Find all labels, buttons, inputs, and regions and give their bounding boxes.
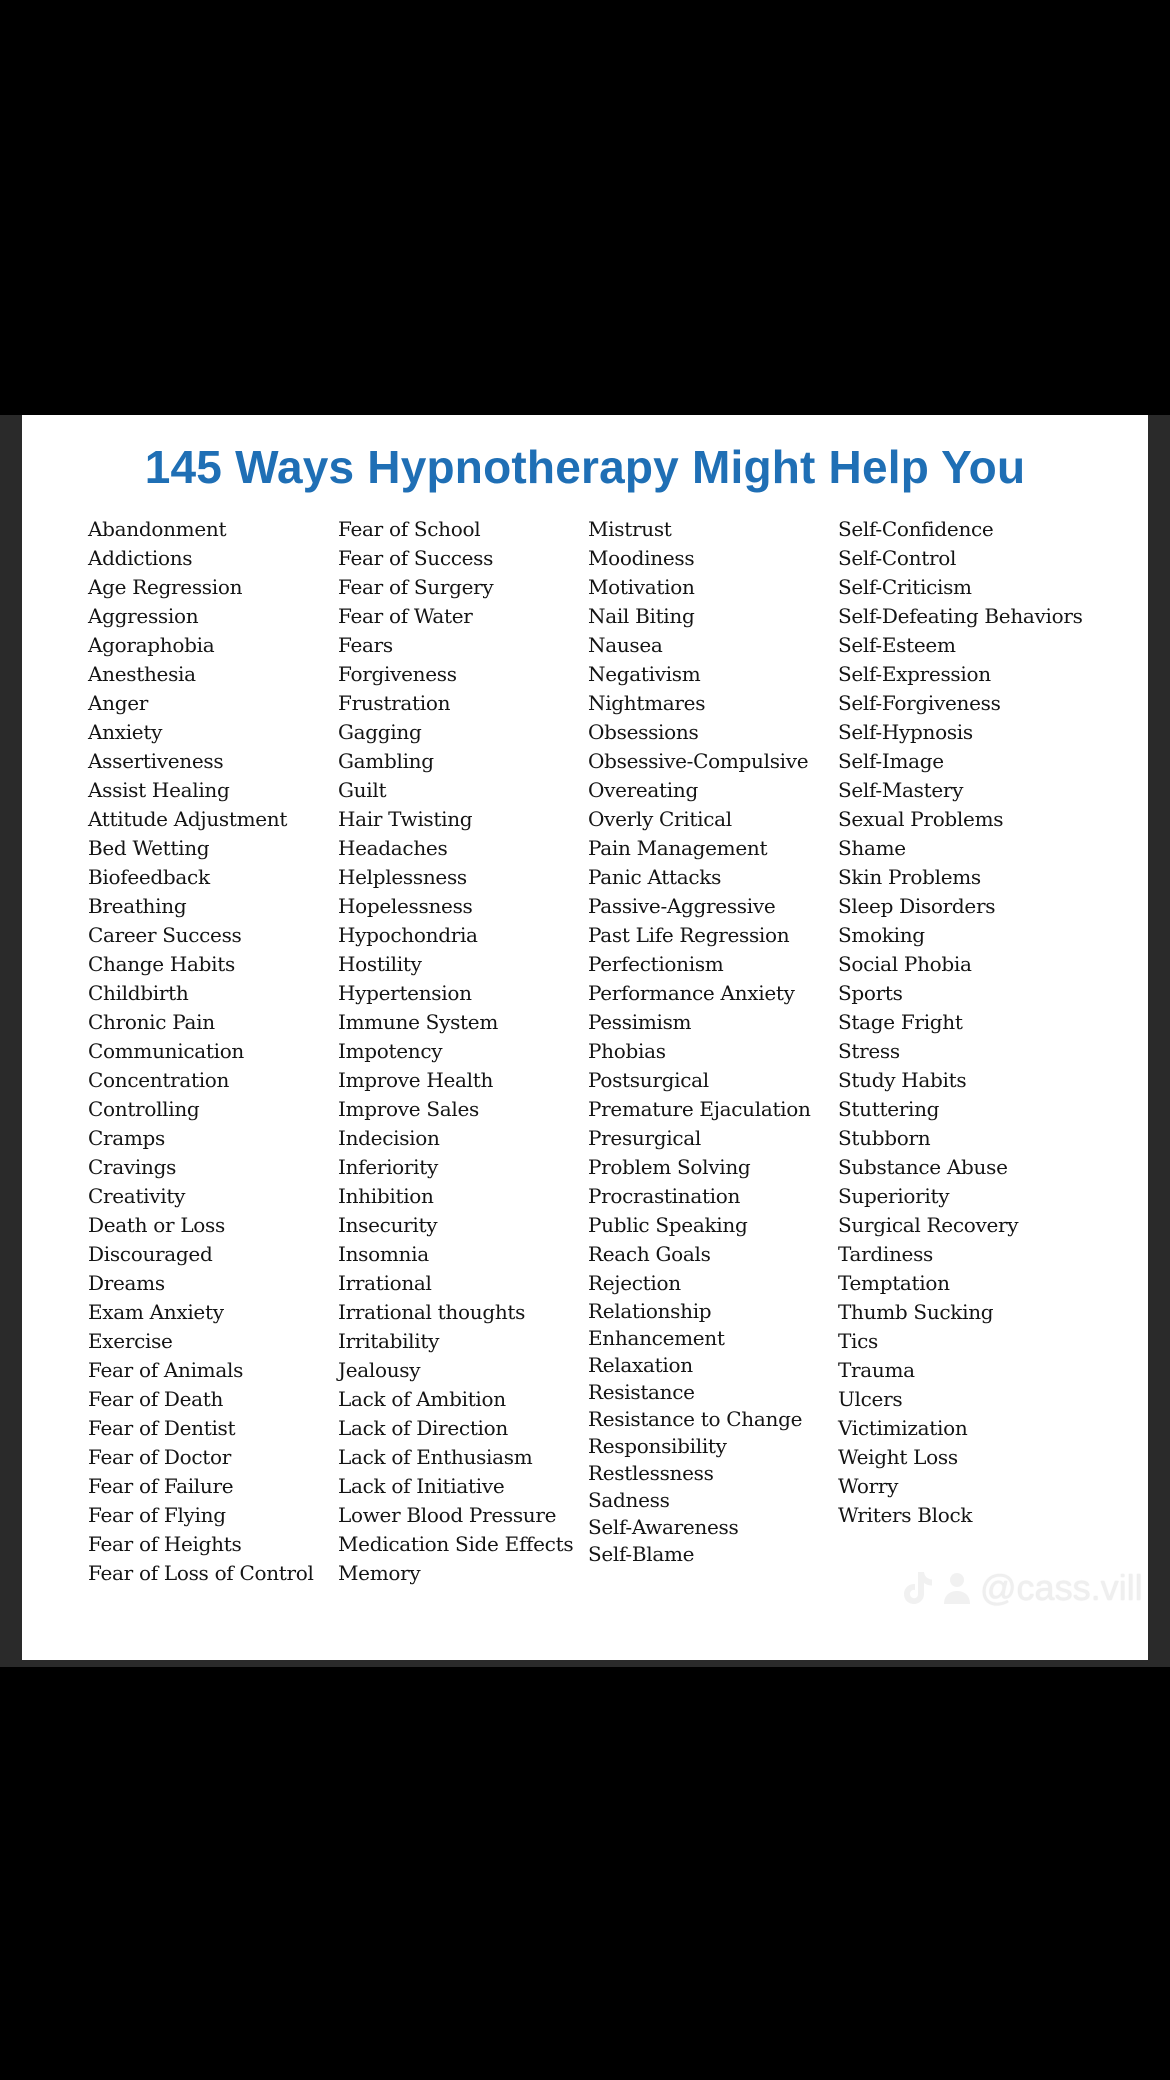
list-item: Responsibility xyxy=(588,1434,727,1458)
list-item: Concentration xyxy=(88,1068,230,1092)
list-item: Moodiness xyxy=(588,546,695,570)
list-item: Self-Image xyxy=(838,749,944,773)
list-item: Substance Abuse xyxy=(838,1155,1008,1179)
list-item: Obsessive-Compulsive xyxy=(588,749,809,773)
watermark-handle: @cass.vill xyxy=(980,1567,1143,1608)
list-item: Hypertension xyxy=(338,981,472,1005)
list-item: Relationship xyxy=(588,1299,712,1323)
list-item: Reach Goals xyxy=(588,1242,711,1266)
list-item: Sexual Problems xyxy=(838,807,1004,831)
list-item: Breathing xyxy=(88,894,187,918)
list-item: Phobias xyxy=(588,1039,666,1063)
list-item: Fear of Success xyxy=(338,546,494,570)
list-item: Assist Healing xyxy=(88,778,230,802)
list-item: Dreams xyxy=(88,1271,165,1295)
list-item: Self-Confidence xyxy=(838,517,994,541)
list-item: Helplessness xyxy=(338,865,467,889)
list-item: Sadness xyxy=(588,1488,670,1512)
list-columns xyxy=(88,515,1128,1615)
list-item: Indecision xyxy=(338,1126,440,1150)
list-item: Death or Loss xyxy=(88,1213,225,1237)
list-item: Temptation xyxy=(838,1271,950,1295)
list-item: Hair Twisting xyxy=(338,807,473,831)
list-item: Self-Expression xyxy=(838,662,991,686)
list-item: Trauma xyxy=(838,1358,915,1382)
list-item: Abandonment xyxy=(88,517,227,541)
list-item: Nail Biting xyxy=(588,604,695,628)
list-item: Lower Blood Pressure xyxy=(338,1503,557,1527)
list-item: Exam Anxiety xyxy=(88,1300,224,1324)
list-item: Change Habits xyxy=(88,952,235,976)
list-item: Overly Critical xyxy=(588,807,732,831)
tiktok-logo-icon xyxy=(904,1570,934,1606)
list-item: Improve Health xyxy=(338,1068,494,1092)
list-item: Guilt xyxy=(338,778,387,802)
list-item: Fear of Surgery xyxy=(338,575,494,599)
list-item: Restlessness xyxy=(588,1461,714,1485)
list-item: Pain Management xyxy=(588,836,768,860)
list-item: Negativism xyxy=(588,662,701,686)
list-item: Superiority xyxy=(838,1184,950,1208)
list-item: Insomnia xyxy=(338,1242,429,1266)
list-item: Fear of Water xyxy=(338,604,473,628)
list-column-4 xyxy=(838,515,1083,1530)
list-item: Lack of Ambition xyxy=(338,1387,506,1411)
list-item: Fear of Flying xyxy=(88,1503,226,1527)
list-item: Anesthesia xyxy=(88,662,196,686)
list-item: Weight Loss xyxy=(838,1445,958,1469)
list-item: Agoraphobia xyxy=(88,633,215,657)
list-item: Gambling xyxy=(338,749,434,773)
list-item: Nightmares xyxy=(588,691,706,715)
list-item: Hostility xyxy=(338,952,422,976)
list-item: Creativity xyxy=(88,1184,186,1208)
list-item: Bed Wetting xyxy=(88,836,210,860)
list-item: Exercise xyxy=(88,1329,173,1353)
list-item: Study Habits xyxy=(838,1068,967,1092)
list-item: Controlling xyxy=(88,1097,200,1121)
list-item: Improve Sales xyxy=(338,1097,479,1121)
list-item: Worry xyxy=(838,1474,899,1498)
list-item: Fear of School xyxy=(338,517,481,541)
document-title: 145 Ways Hypnotherapy Might Help You xyxy=(144,441,1026,493)
list-item: Irritability xyxy=(338,1329,440,1353)
list-item: Writers Block xyxy=(838,1503,973,1527)
list-item: Self-Forgiveness xyxy=(838,691,1001,715)
list-item: Attitude Adjustment xyxy=(88,807,288,831)
list-item: Victimization xyxy=(838,1416,968,1440)
list-item: Hopelessness xyxy=(338,894,473,918)
list-item: Stage Fright xyxy=(838,1010,963,1034)
list-item: Relaxation xyxy=(588,1353,693,1377)
list-item: Social Phobia xyxy=(838,952,972,976)
list-item: Performance Anxiety xyxy=(588,981,795,1005)
list-item: Overeating xyxy=(588,778,698,802)
list-item: Problem Solving xyxy=(588,1155,751,1179)
list-item: Discouraged xyxy=(88,1242,213,1266)
list-item: Impotency xyxy=(338,1039,443,1063)
list-item: Perfectionism xyxy=(588,952,724,976)
list-item: Postsurgical xyxy=(588,1068,709,1092)
list-item: Shame xyxy=(838,836,906,860)
list-item: Self-Hypnosis xyxy=(838,720,973,744)
list-item: Thumb Sucking xyxy=(838,1300,994,1324)
list-item: Ulcers xyxy=(838,1387,903,1411)
list-item: Cramps xyxy=(88,1126,166,1150)
list-item: Irrational thoughts xyxy=(338,1300,526,1324)
list-item: Fear of Loss of Control xyxy=(88,1561,314,1585)
list-item: Passive-Aggressive xyxy=(588,894,776,918)
list-item: Stuttering xyxy=(838,1097,940,1121)
list-item: Skin Problems xyxy=(838,865,981,889)
list-item: Inhibition xyxy=(338,1184,434,1208)
list-column-1 xyxy=(88,515,314,1588)
list-item: Forgiveness xyxy=(338,662,457,686)
list-item: Self-Control xyxy=(838,546,957,570)
document-card xyxy=(22,415,1148,1660)
list-item: Hypochondria xyxy=(338,923,478,947)
list-item: Addictions xyxy=(88,546,193,570)
list-item: Memory xyxy=(338,1561,421,1585)
list-item: Enhancement xyxy=(588,1326,725,1350)
list-item: Fear of Death xyxy=(88,1387,224,1411)
list-item: Motivation xyxy=(588,575,695,599)
list-item: Self-Esteem xyxy=(838,633,956,657)
list-item: Surgical Recovery xyxy=(838,1213,1019,1237)
list-item: Self-Criticism xyxy=(838,575,972,599)
list-item: Fear of Dentist xyxy=(88,1416,236,1440)
list-item: Anxiety xyxy=(88,720,163,744)
list-item: Smoking xyxy=(838,923,925,947)
list-item: Gagging xyxy=(338,720,422,744)
list-item: Tardiness xyxy=(838,1242,934,1266)
letterbox-top xyxy=(0,0,1170,415)
list-item: Sports xyxy=(838,981,903,1005)
list-item: Lack of Direction xyxy=(338,1416,508,1440)
list-item: Fear of Heights xyxy=(88,1532,242,1556)
list-item: Self-Defeating Behaviors xyxy=(838,604,1083,628)
user-icon xyxy=(942,1571,972,1605)
list-item: Anger xyxy=(88,691,149,715)
list-item: Tics xyxy=(838,1329,879,1353)
list-column-2 xyxy=(338,515,573,1588)
list-item: Cravings xyxy=(88,1155,177,1179)
list-item: Lack of Initiative xyxy=(338,1474,505,1498)
list-item: Headaches xyxy=(338,836,448,860)
list-item: Public Speaking xyxy=(588,1213,748,1237)
list-item: Stubborn xyxy=(838,1126,931,1150)
list-item: Fears xyxy=(338,633,393,657)
list-item: Nausea xyxy=(588,633,663,657)
list-item: Frustration xyxy=(338,691,451,715)
list-item: Jealousy xyxy=(338,1358,421,1382)
list-item: Premature Ejaculation xyxy=(588,1097,811,1121)
list-item: Inferiority xyxy=(338,1155,439,1179)
list-item: Self-Blame xyxy=(588,1542,695,1566)
list-item: Fear of Animals xyxy=(88,1358,244,1382)
list-item: Pessimism xyxy=(588,1010,692,1034)
watermark xyxy=(904,1563,1144,1613)
list-item: Biofeedback xyxy=(88,865,210,889)
list-item: Sleep Disorders xyxy=(838,894,996,918)
list-item: Communication xyxy=(88,1039,245,1063)
list-item: Mistrust xyxy=(588,517,672,541)
list-item: Fear of Doctor xyxy=(88,1445,231,1469)
list-item: Rejection xyxy=(588,1271,681,1295)
list-item: Presurgical xyxy=(588,1126,701,1150)
letterbox-bottom xyxy=(0,1667,1170,2080)
list-item: Lack of Enthusiasm xyxy=(338,1445,533,1469)
list-item: Self-Awareness xyxy=(588,1515,739,1539)
list-item: Assertiveness xyxy=(88,749,224,773)
list-item: Fear of Failure xyxy=(88,1474,234,1498)
list-item: Medication Side Effects xyxy=(338,1532,574,1556)
list-item: Obsessions xyxy=(588,720,699,744)
list-item: Immune System xyxy=(338,1010,498,1034)
list-item: Stress xyxy=(838,1039,900,1063)
list-item: Irrational xyxy=(338,1271,432,1295)
list-item: Procrastination xyxy=(588,1184,741,1208)
list-item: Chronic Pain xyxy=(88,1010,215,1034)
list-item: Past Life Regression xyxy=(588,923,790,947)
list-item: Panic Attacks xyxy=(588,865,722,889)
list-item: Career Success xyxy=(88,923,242,947)
list-item: Childbirth xyxy=(88,981,189,1005)
list-item: Self-Mastery xyxy=(838,778,964,802)
list-item: Resistance xyxy=(588,1380,695,1404)
list-item: Aggression xyxy=(88,604,199,628)
list-item: Insecurity xyxy=(338,1213,438,1237)
list-column-3 xyxy=(588,515,811,1568)
list-item: Resistance to Change xyxy=(588,1407,803,1431)
list-item: Age Regression xyxy=(88,575,243,599)
